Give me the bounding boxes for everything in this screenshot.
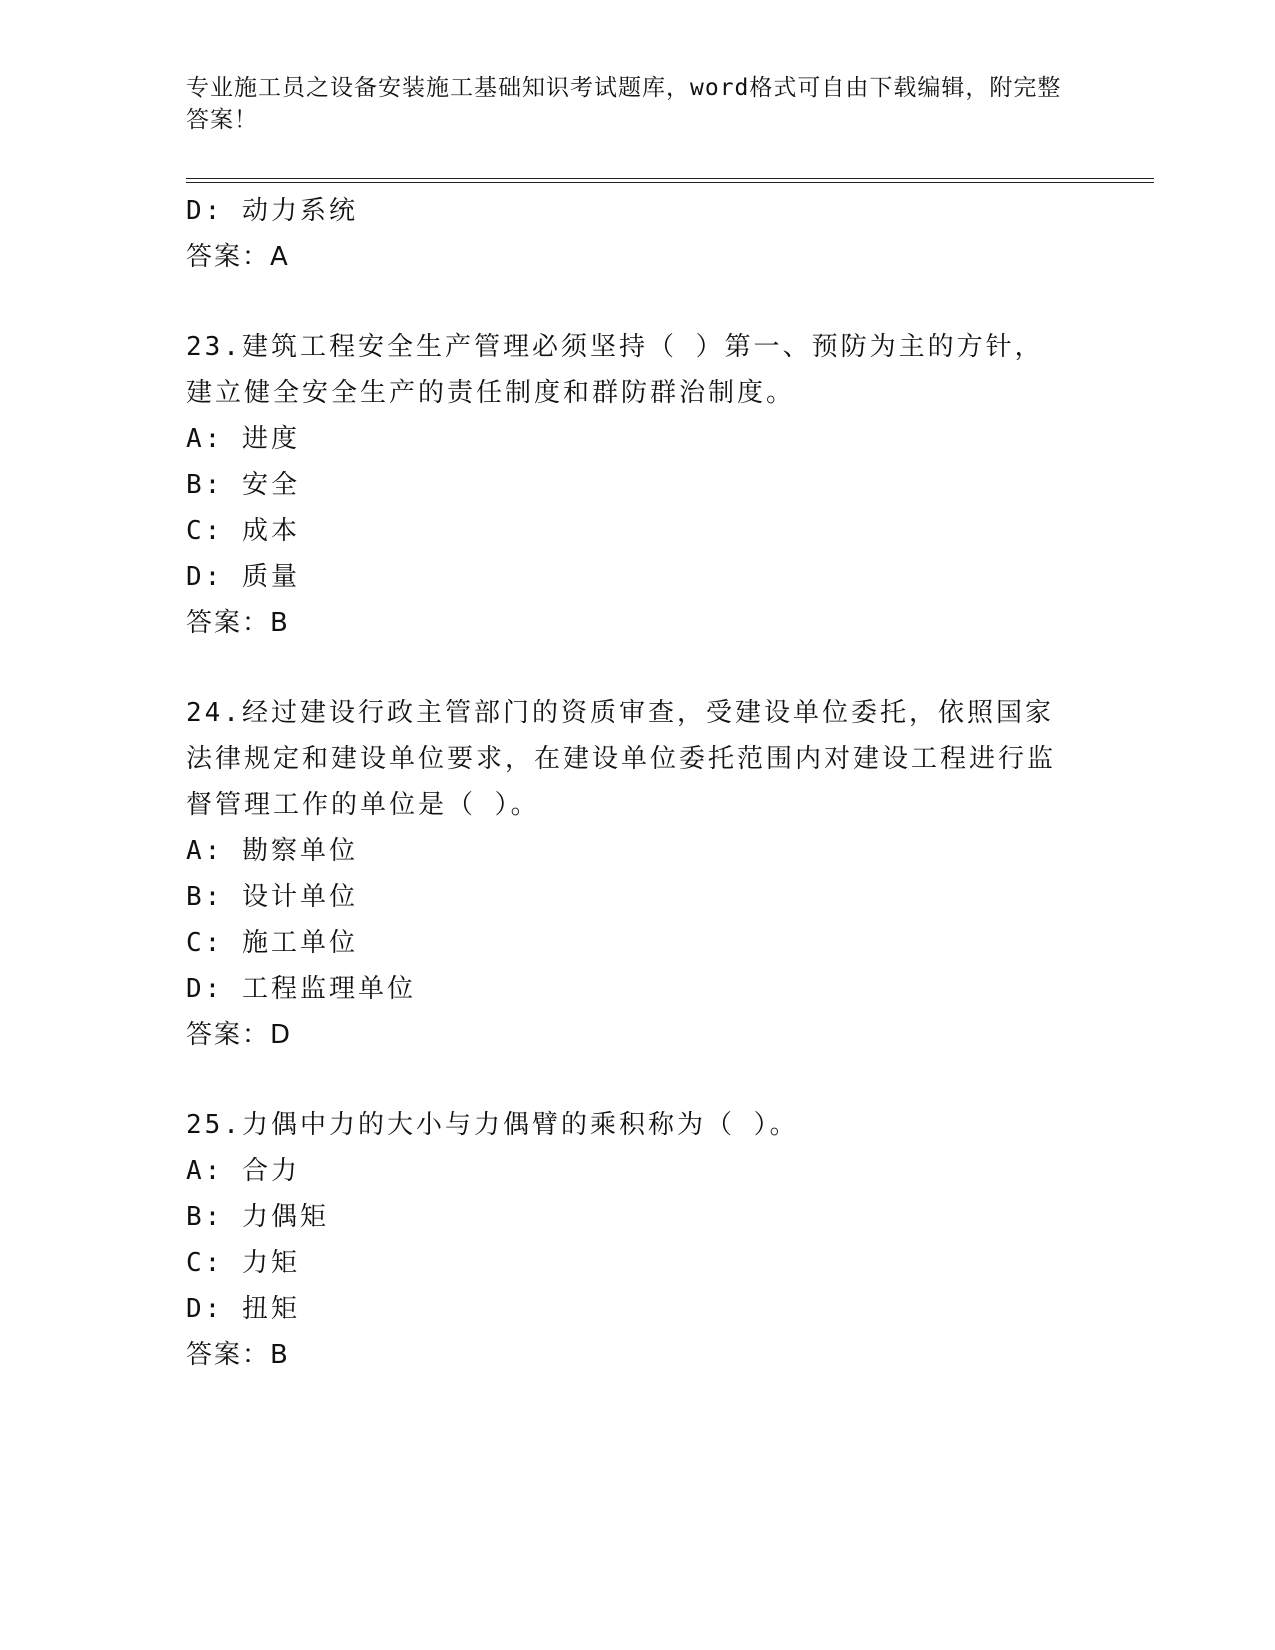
question-content — [186, 188, 1066, 1378]
answer: 答案：D — [186, 1020, 293, 1050]
page-header: 专业施工员之设备安装施工基础知识考试题库，word格式可自由下载编辑，附完整答案！ — [186, 75, 1062, 133]
question-24 — [186, 690, 1066, 1058]
header-rule-bottom — [186, 182, 1154, 183]
question-23 — [186, 324, 1066, 646]
answer: 答案：B — [186, 1340, 290, 1370]
answer: 答案：B — [186, 608, 290, 638]
option-b: B: 安全 — [186, 470, 300, 500]
question-stem: 24.经过建设行政主管部门的资质审查，受建设单位委托，依照国家法律规定和建设单位要求，在建设单位委托范围内对建设工程进行监督管理工作的单位是（ ）。 — [186, 698, 1057, 820]
option-d: D: 工程监理单位 — [186, 974, 416, 1004]
option-a: A: 进度 — [186, 424, 300, 454]
option-a: A: 合力 — [186, 1156, 300, 1186]
option-b: B: 设计单位 — [186, 882, 358, 912]
question-stem: 23.建筑工程安全生产管理必须坚持（ ）第一、预防为主的方针，建立健全安全生产的责任制度和群防群治制度。 — [186, 332, 1044, 408]
carryover-block — [186, 188, 1066, 280]
option-d: D: 扭矩 — [186, 1294, 300, 1324]
carryover-answer: 答案：A — [186, 242, 290, 272]
question-25 — [186, 1102, 1066, 1378]
option-c: C: 力矩 — [186, 1248, 300, 1278]
question-stem: 25.力偶中力的大小与力偶臂的乘积称为（ ）。 — [186, 1110, 799, 1140]
carryover-option-d: D: 动力系统 — [186, 196, 358, 226]
option-c: C: 成本 — [186, 516, 300, 546]
option-c: C: 施工单位 — [186, 928, 358, 958]
header-rule-top — [186, 178, 1154, 179]
option-d: D: 质量 — [186, 562, 300, 592]
option-a: A: 勘察单位 — [186, 836, 358, 866]
option-b: B: 力偶矩 — [186, 1202, 329, 1232]
